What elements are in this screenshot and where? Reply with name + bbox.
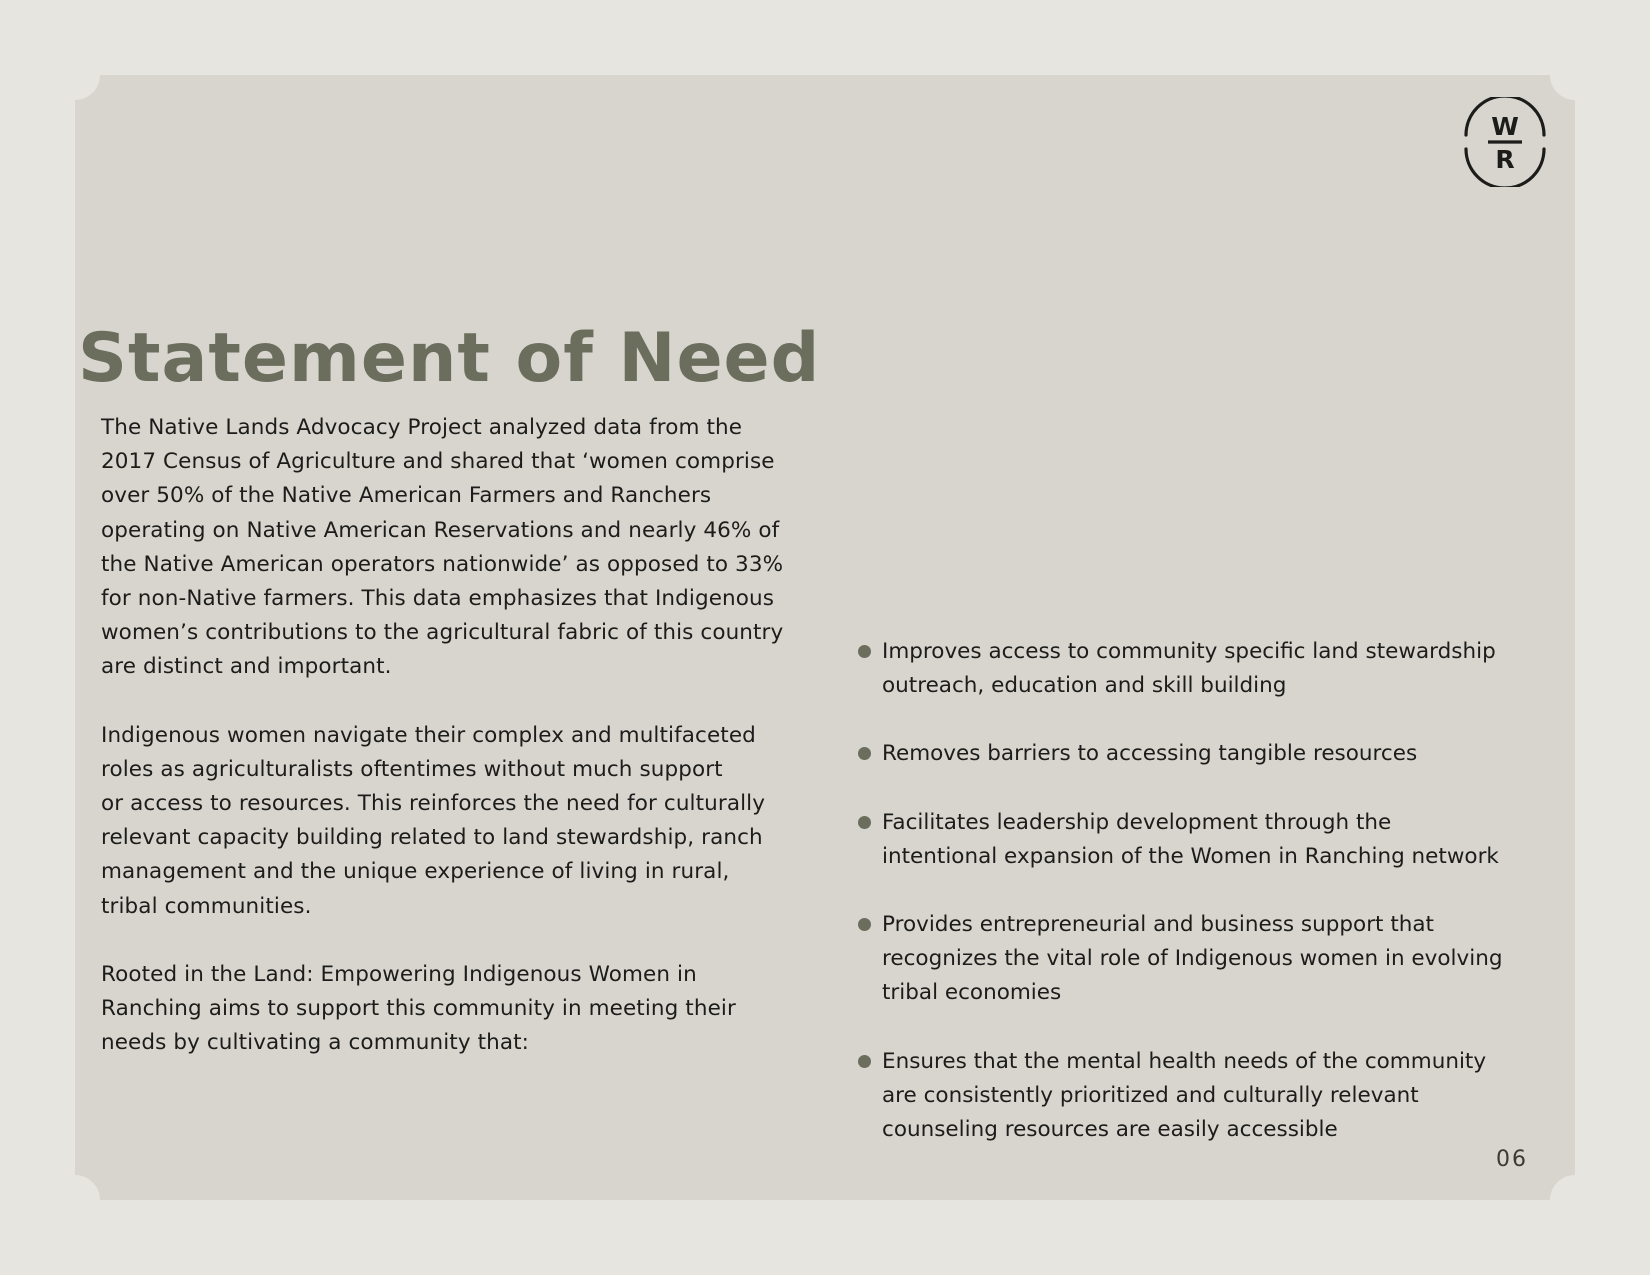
bullet-item (858, 1045, 1558, 1148)
bullet-item (858, 908, 1558, 1011)
wr-logo-icon (1460, 97, 1550, 187)
bullet-line: outreach, education and skill building (882, 673, 1287, 699)
bullet-line: Improves access to community specific land stewardship (882, 639, 1496, 664)
paragraph-line: needs by cultivating a community that: (101, 1030, 529, 1056)
bullet-line: Provides entrepreneurial and business support that (882, 912, 1434, 938)
bullet-dot-icon (858, 918, 871, 931)
content-card (75, 75, 1575, 1200)
paragraph-line: the Native American operators nationwide’ as opposed to 33% (101, 551, 784, 577)
paragraph-line: relevant capacity building related to land stewardship, ranch (101, 825, 763, 851)
context-paragraph (101, 719, 831, 924)
bullet-line: Removes barriers to accessing tangible resources (882, 741, 1418, 767)
intro-paragraph (101, 411, 831, 685)
bullet-line: intentional expansion of the Women in Ranching network (882, 843, 1499, 869)
paragraph-line: over 50% of the Native American Farmers and Ranchers (101, 483, 712, 509)
bullet-line: counseling resources are easily accessible (882, 1117, 1338, 1143)
page-number: 06 (1496, 1147, 1528, 1172)
paragraph-line: management and the unique experience of living in rural, (101, 859, 730, 885)
paragraph-line: tribal communities. (101, 893, 312, 919)
aims-paragraph (101, 958, 831, 1061)
bullet-item (858, 737, 1558, 771)
bullet-line: are consistently prioritized and culturally relevant (882, 1082, 1419, 1108)
paragraph-line: The Native Lands Advocacy Project analyzed data from the (101, 415, 743, 440)
logo-letter-r: R (1495, 145, 1515, 174)
bullet-dot-icon (858, 747, 871, 760)
bullet-dot-icon (858, 816, 871, 829)
goals-bullet-list (858, 635, 1558, 1181)
bullet-line: Facilitates leadership development through the (882, 809, 1392, 835)
bullet-line: Ensures that the mental health needs of the community (882, 1048, 1487, 1074)
logo-letter-w: W (1491, 112, 1519, 141)
bullet-line: tribal economies (882, 980, 1062, 1006)
paragraph-line: women’s contributions to the agricultural fabric of this country (101, 620, 784, 646)
paragraph-line: 2017 Census of Agriculture and shared that ‘women comprise (101, 449, 775, 475)
body-text-column (101, 411, 831, 1094)
bullet-item (858, 806, 1558, 874)
paragraph-line: Rooted in the Land: Empowering Indigenous Women in (101, 961, 697, 987)
bullet-dot-icon (858, 1055, 871, 1068)
paragraph-line: Indigenous women navigate their complex and multifaceted (101, 722, 756, 748)
paragraph-line: Ranching aims to support this community in meeting their (101, 996, 736, 1022)
page-title: Statement of Need (78, 319, 821, 398)
paragraph-line: or access to resources. This reinforces the need for culturally (101, 791, 766, 817)
bullet-line: recognizes the vital role of Indigenous women in evolving (882, 946, 1503, 972)
bullet-item (858, 635, 1558, 703)
bullet-dot-icon (858, 645, 871, 658)
paragraph-line: for non-Native farmers. This data emphasizes that Indigenous (101, 586, 775, 612)
paragraph-line: operating on Native American Reservations and nearly 46% of (101, 517, 780, 543)
paragraph-line: are distinct and important. (101, 654, 392, 680)
paragraph-line: roles as agriculturalists oftentimes without much support (101, 756, 723, 782)
